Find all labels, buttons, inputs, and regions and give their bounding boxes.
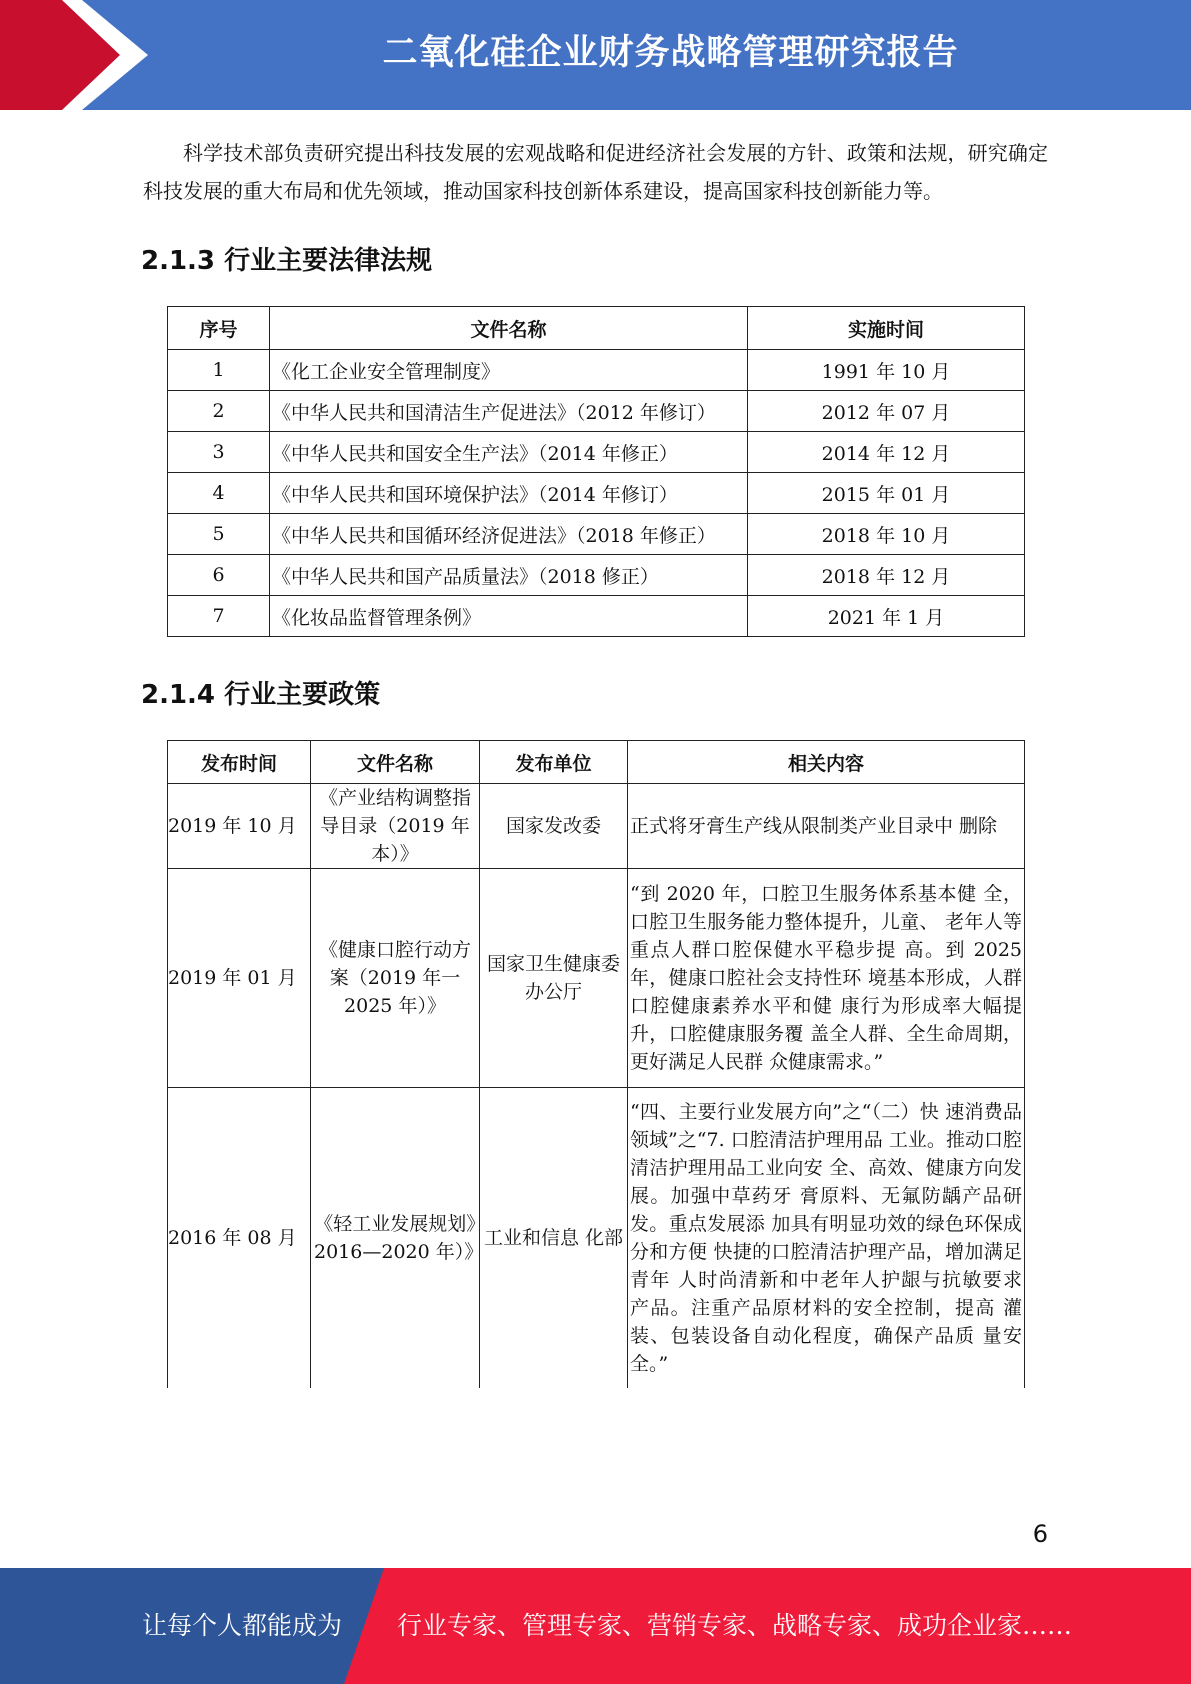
page-number: 6	[1032, 1520, 1048, 1548]
row-number: 2	[168, 391, 270, 432]
row-number: 1	[168, 350, 270, 391]
document-name: 《轻工业发展规划》2016—2020 年）》	[311, 1088, 480, 1388]
document-name: 《产业结构调整指导目录（2019 年本）》	[311, 784, 480, 869]
report-title: 二氧化硅企业财务战略管理研究报告	[382, 33, 959, 73]
document-name: 《中华人民共和国产品质量法》（2018 修正）	[270, 555, 748, 596]
effective-date: 2018 年 12 月	[748, 555, 1025, 596]
footer-slogan-left: 让每个人都能成为	[142, 1611, 343, 1640]
table-row	[168, 555, 1025, 596]
column-header: 实施时间	[748, 307, 1025, 350]
column-header: 文件名称	[270, 307, 748, 350]
row-number: 3	[168, 432, 270, 473]
effective-date: 2018 年 10 月	[748, 514, 1025, 555]
header-chevron-decoration	[0, 0, 160, 110]
page-header	[0, 0, 1191, 110]
issuing-body: 国家卫生健康委办公厅	[480, 869, 628, 1088]
effective-date: 1991 年 10 月	[748, 350, 1025, 391]
issuing-body: 工业和信息 化部	[480, 1088, 628, 1388]
footer-slogan-right: 行业专家、管理专家、营销专家、战略专家、成功企业家……	[397, 1611, 1073, 1640]
issuing-body: 国家发改委	[480, 784, 628, 869]
policies-table	[167, 740, 1025, 1388]
table-row	[168, 869, 1025, 1088]
table-row	[168, 350, 1025, 391]
document-name: 《中华人民共和国环境保护法》（2014 年修订）	[270, 473, 748, 514]
column-header: 发布时间	[168, 741, 311, 784]
document-name: 《化妆品监督管理条例》	[270, 596, 748, 637]
release-date: 2019 年 01 月	[168, 869, 311, 1088]
row-number: 6	[168, 555, 270, 596]
table-row	[168, 1088, 1025, 1388]
table-row	[168, 391, 1025, 432]
effective-date: 2021 年 1 月	[748, 596, 1025, 637]
table-row	[168, 473, 1025, 514]
table-row	[168, 432, 1025, 473]
document-name: 《中华人民共和国安全生产法》（2014 年修正）	[270, 432, 748, 473]
column-header: 相关内容	[628, 741, 1025, 784]
document-name: 《中华人民共和国清洁生产促进法》（2012 年修订）	[270, 391, 748, 432]
column-header: 序号	[168, 307, 270, 350]
column-header: 文件名称	[311, 741, 480, 784]
column-header: 发布单位	[480, 741, 628, 784]
row-number: 4	[168, 473, 270, 514]
table-header-row	[168, 307, 1025, 350]
related-content: “到 2020 年，口腔卫生服务体系基本健 全，口腔卫生服务能力整体提升，儿童、 老年人等重点人群口腔保健水平稳步提 高。到 2025 年，健康口腔社会支持性环 境基本形成，人群口腔健康素养水平和健 康行为形成率大幅提升，口腔健康服务覆 盖全人群、全生命周期，更好满足人民群 众健康需求。”	[628, 869, 1025, 1088]
effective-date: 2012 年 07 月	[748, 391, 1025, 432]
table-row	[168, 596, 1025, 637]
table-row	[168, 514, 1025, 555]
row-number: 7	[168, 596, 270, 637]
document-name: 《健康口腔行动方案（2019 年一 2025 年）》	[311, 869, 480, 1088]
page-footer	[0, 1568, 1191, 1684]
intro-paragraph: 科学技术部负责研究提出科技发展的宏观战略和促进经济社会发展的方针、政策和法规，研究确定科技发展的重大布局和优先领域，推动国家科技创新体系建设，提高国家科技创新能力等。	[143, 141, 1048, 203]
related-content: 正式将牙膏生产线从限制类产业目录中 删除	[628, 784, 1025, 869]
section-heading-laws: 2.1.3 行业主要法律法规	[141, 246, 433, 276]
document-name: 《中华人民共和国循环经济促进法》（2018 年修正）	[270, 514, 748, 555]
release-date: 2016 年 08 月	[168, 1088, 311, 1388]
document-name: 《化工企业安全管理制度》	[270, 350, 748, 391]
release-date: 2019 年 10 月	[168, 784, 311, 869]
effective-date: 2015 年 01 月	[748, 473, 1025, 514]
effective-date: 2014 年 12 月	[748, 432, 1025, 473]
laws-table	[167, 306, 1025, 637]
section-heading-policies: 2.1.4 行业主要政策	[141, 680, 381, 710]
row-number: 5	[168, 514, 270, 555]
table-row	[168, 784, 1025, 869]
table-header-row	[168, 741, 1025, 784]
related-content: “四、主要行业发展方向”之“（二）快 速消费品领域”之“7. 口腔清洁护理用品 工业。推动口腔清洁护理用品工业向安 全、高效、健康方向发展。加强中草药牙 膏原料、无氟防龋产品研发。重点发展添 加具有明显功效的绿色环保成分和方便 快捷的口腔清洁护理产品，增加满足青年 人时尚清新和中老年人护龈与抗敏要求 产品。注重产品原材料的安全控制，提高 灌装、包装设备自动化程度，确保产品质 量安全。”	[628, 1088, 1025, 1388]
